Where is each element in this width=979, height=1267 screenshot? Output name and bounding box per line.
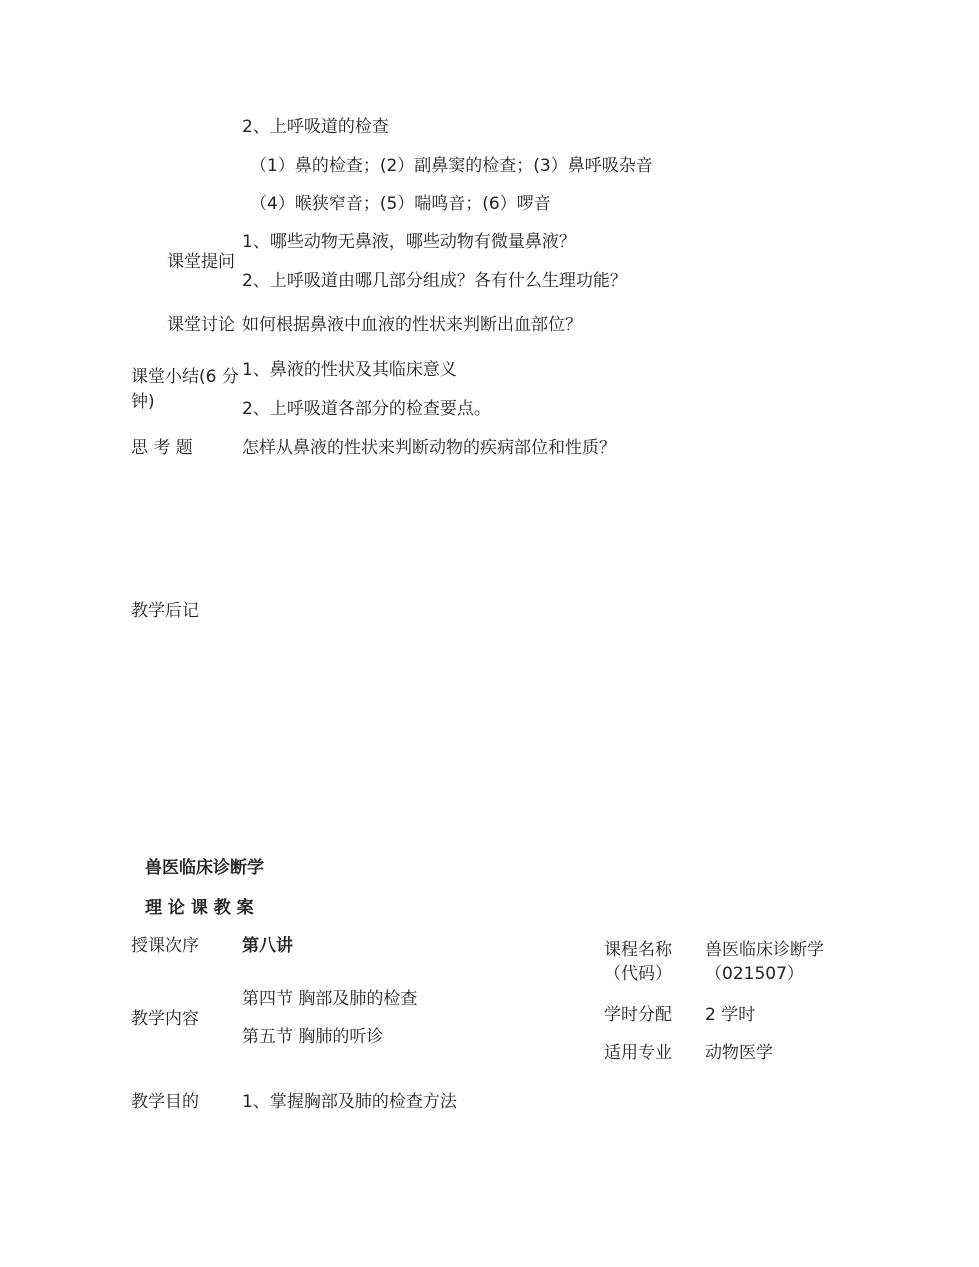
class-discussion-text: 如何根据鼻液中血液的性状来判断出血部位？ bbox=[242, 315, 582, 335]
teaching-content-label: 教学内容 bbox=[131, 1009, 199, 1029]
course-title: 兽医临床诊断学 bbox=[145, 858, 264, 878]
lecture-value: 第八讲 bbox=[242, 936, 293, 956]
thinking-question-label: 思 考 题 bbox=[131, 438, 193, 458]
question-2: 2、上呼吸道由哪几部分组成？各有什么生理功能？ bbox=[242, 271, 627, 291]
course-name-label-line-2: （代码） bbox=[604, 964, 672, 984]
section-heading: 2、上呼吸道的检查 bbox=[242, 117, 389, 137]
class-summary-label-line-1: 课堂小结(6 分 bbox=[131, 367, 239, 387]
question-1: 1、哪些动物无鼻液，哪些动物有微量鼻液？ bbox=[242, 232, 576, 252]
hours-value: 2 学时 bbox=[705, 1005, 756, 1025]
teaching-goal-line-1: 1、掌握胸部及肺的检查方法 bbox=[242, 1092, 457, 1112]
major-label: 适用专业 bbox=[604, 1043, 672, 1063]
exam-items-line-2: （4）喉狭窄音；(5）喘鸣音；(6）啰音 bbox=[250, 194, 551, 214]
major-value: 动物医学 bbox=[705, 1043, 773, 1063]
document-type: 理 论 课 教 案 bbox=[145, 898, 254, 918]
teaching-content-line-2: 第五节 胸肺的听诊 bbox=[242, 1027, 384, 1047]
exam-items-line-1: （1）鼻的检查；(2）副鼻窦的检查；(3）鼻呼吸杂音 bbox=[250, 156, 653, 176]
class-discussion-label: 课堂讨论 bbox=[167, 315, 235, 335]
teaching-notes-label: 教学后记 bbox=[131, 601, 199, 621]
course-name-label-line-1: 课程名称 bbox=[604, 940, 672, 960]
class-summary-label-line-2: 钟) bbox=[131, 392, 155, 412]
lecture-label: 授课次序 bbox=[131, 936, 199, 956]
class-questions-label: 课堂提问 bbox=[167, 252, 235, 272]
summary-item-1: 1、鼻液的性状及其临床意义 bbox=[242, 360, 457, 380]
thinking-question-text: 怎样从鼻液的性状来判断动物的疾病部位和性质？ bbox=[242, 438, 616, 458]
course-name-value-line-1: 兽医临床诊断学 bbox=[705, 940, 824, 960]
course-name-value-line-2: （021507） bbox=[705, 964, 804, 984]
teaching-goal-label: 教学目的 bbox=[131, 1092, 199, 1112]
hours-label: 学时分配 bbox=[604, 1005, 672, 1025]
teaching-content-line-1: 第四节 胸部及肺的检查 bbox=[242, 989, 418, 1009]
summary-item-2: 2、上呼吸道各部分的检查要点。 bbox=[242, 399, 491, 419]
